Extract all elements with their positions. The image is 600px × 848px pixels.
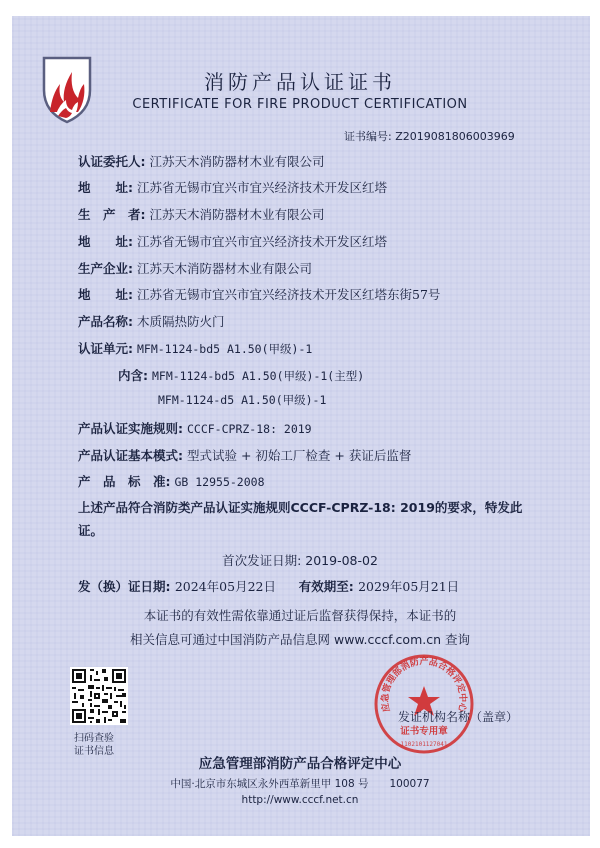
product-value: 木质隔热防火门 xyxy=(136,314,225,329)
mode-value: 型式试验 + 初始工厂检查 + 获证后监督 xyxy=(186,448,412,463)
client-value: 江苏天木消防器材木业有限公司 xyxy=(149,154,325,169)
client-label: 认证委托人: xyxy=(78,154,146,169)
contains-label: 内含: xyxy=(118,368,148,383)
valid-until-value: 2029年05月21日 xyxy=(358,579,460,594)
issue-date-value: 2024年05月22日 xyxy=(174,579,276,594)
issuer-website: http://www.cccf.net.cn xyxy=(241,794,359,806)
contains-model-1: MFM-1124-bd5 A1.50(甲级)-1(主型) xyxy=(151,369,365,383)
producer-label: 生 产 者: xyxy=(78,207,146,222)
factory-address-row xyxy=(78,285,440,303)
notice-line-1: 本证书的有效性需依靠通过证后监督获得保持，本证书的 xyxy=(143,608,457,623)
issuer-name: 应急管理部消防产品合格评定中心 xyxy=(198,756,402,772)
rule-label: 产品认证实施规则: xyxy=(78,421,183,436)
certificate-title-cn: 消防产品认证证书 xyxy=(204,70,396,94)
client-address-value: 江苏省无锡市宜兴市宜兴经济技术开发区红塔 xyxy=(136,180,387,195)
seal-center-text: 证书专用章 xyxy=(400,726,448,737)
rule-row xyxy=(78,419,312,437)
rule-value: CCCF-CPRZ-18: 2019 xyxy=(186,422,312,436)
factory-value: 江苏天木消防器材木业有限公司 xyxy=(136,261,312,276)
first-issue-date: 首次发证日期: 2019-08-02 xyxy=(222,553,378,568)
factory-address-value: 江苏省无锡市宜兴市宜兴经济技术开发区红塔东街57号 xyxy=(136,287,441,302)
producer-row xyxy=(78,205,325,223)
product-row xyxy=(78,312,225,330)
issuer-sign-label: 发证机构名称（盖章） xyxy=(398,710,519,724)
qr-caption-line-2: 证书信息 xyxy=(74,746,114,757)
valid-until-label: 有效期至: xyxy=(298,579,354,594)
product-label: 产品名称: xyxy=(78,314,133,329)
factory-row xyxy=(78,259,312,277)
issue-dates-row xyxy=(78,577,459,595)
factory-label: 生产企业: xyxy=(78,261,133,276)
official-seal-icon xyxy=(372,652,476,756)
seal-ring-text: 应急管理部消防产品合格评定中心 xyxy=(380,657,468,713)
mode-row xyxy=(78,446,411,464)
issuer-address: 中国·北京市东城区永外西革新里甲 108 号 100077 xyxy=(170,778,430,790)
client-row xyxy=(78,152,325,170)
verification-qr-code-icon xyxy=(70,667,128,725)
client-address-row xyxy=(78,178,387,196)
contains-row xyxy=(118,366,364,384)
unit-value: MFM-1124-bd5 A1.50(甲级)-1 xyxy=(136,342,313,356)
contains-row-2 xyxy=(158,392,326,408)
certificate-title-en: CERTIFICATE FOR FIRE PRODUCT CERTIFICATION xyxy=(132,97,468,112)
producer-address-value: 江苏省无锡市宜兴市宜兴经济技术开发区红塔 xyxy=(136,234,387,249)
producer-address-label: 地 址: xyxy=(78,234,133,249)
factory-address-label: 地 址: xyxy=(78,287,133,302)
client-address-label: 地 址: xyxy=(78,180,133,195)
standard-row xyxy=(78,472,265,490)
issue-date-label: 发（换）证日期: xyxy=(78,579,171,594)
producer-value: 江苏天木消防器材木业有限公司 xyxy=(149,207,325,222)
standard-label: 产 品 标 准: xyxy=(78,474,171,489)
conformity-statement: 上述产品符合消防类产品认证实施规则CCCF-CPRZ-18: 2019的要求，特发此证。 xyxy=(78,500,523,538)
mode-label: 产品认证基本模式: xyxy=(78,448,183,463)
unit-label: 认证单元: xyxy=(78,341,133,356)
producer-address-row xyxy=(78,232,387,250)
certificate-number: 证书编号: Z2019081806003969 xyxy=(344,130,515,143)
notice-line-2: 相关信息可通过中国消防产品信息网 www.cccf.com.cn 查询 xyxy=(130,632,470,647)
qr-caption-line-1: 扫码查验 xyxy=(74,733,114,744)
unit-row xyxy=(78,339,312,357)
seal-serial: 1102101127041 xyxy=(400,741,448,748)
contains-model-2: MFM-1124-d5 A1.50(甲级)-1 xyxy=(158,393,327,407)
standard-value: GB 12955-2008 xyxy=(174,475,265,489)
